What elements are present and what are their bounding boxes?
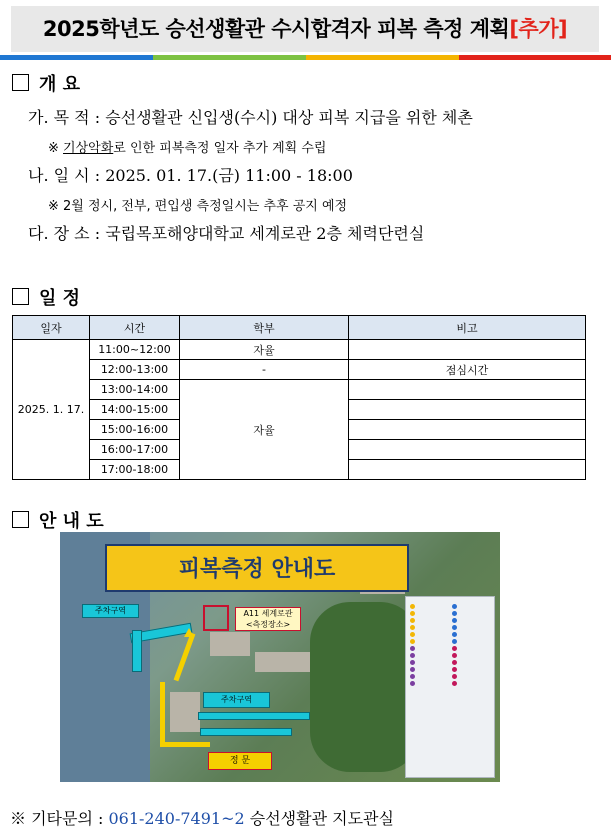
legend-dot [410,667,415,672]
legend-item [452,680,490,687]
checkbox-icon [12,74,29,91]
legend-item [452,617,490,624]
legend-item [410,610,448,617]
legend-dot [452,681,457,686]
table-row [13,360,586,380]
legend-dot [410,646,415,651]
table-header-row [13,316,586,340]
header-date: 일자 [13,316,90,340]
parking-zone-b [198,712,310,720]
legend-dot [452,653,457,658]
legend-dot [452,646,457,651]
legend-dot [452,632,457,637]
place-line: 다. 장 소 : 국립목포해양대학교 세계로관 2층 체력단련실 [28,224,425,243]
parking-zone-a [132,630,142,672]
remark-cell [349,460,586,480]
page-title: 2025학년도 승선생활관 수시합격자 피복 측정 계획[추가] [42,17,568,41]
dept-cell: 자율 [180,340,349,360]
legend-item [452,624,490,631]
legend-dot [410,625,415,630]
stripe-blue [0,55,153,60]
building-marker [203,605,229,631]
legend-item [410,631,448,638]
legend-dot [452,611,457,616]
map-building [170,692,200,732]
gate-label: 정 문 [208,752,272,770]
stripe-yellow [306,55,459,60]
guide-heading: 안 내 도 [12,507,104,533]
legend-dot [410,674,415,679]
stripe-green [153,55,306,60]
remark-cell [349,380,586,400]
legend-item [410,617,448,624]
footer-contact: ※ 기타문의 : 061-240-7491~2 승선생활관 지도관실 [10,809,394,828]
remark-cell [349,420,586,440]
legend-item [452,659,490,666]
campus-map [60,532,500,782]
legend-dot [410,660,415,665]
dept-cell: - [180,360,349,380]
legend-item [452,673,490,680]
checkbox-icon [12,511,29,528]
time-cell: 12:00-13:00 [90,360,180,380]
legend-dot [452,660,457,665]
route-arrow-icon [184,628,194,637]
legend-item [452,603,490,610]
time-cell: 11:00~12:00 [90,340,180,360]
legend-dot [410,653,415,658]
time-cell: 15:00-16:00 [90,420,180,440]
remark-cell [349,340,586,360]
legend-item [410,680,448,687]
map-building [255,652,310,672]
legend-item [452,645,490,652]
date-cell: 2025. 1. 17. [13,340,90,480]
legend-dot [452,618,457,623]
parking-label-b: 주차구역 [203,692,270,708]
map-title: 피복측정 안내도 [178,557,336,582]
legend-dot [410,618,415,623]
route-path [160,742,210,747]
legend-item [410,638,448,645]
legend-item [452,666,490,673]
legend-item [410,603,448,610]
schedule-heading: 일 정 [12,284,80,310]
legend-dot [410,632,415,637]
legend-column [410,603,448,687]
table-row [13,340,586,360]
map-legend [405,596,495,778]
datetime-line: 나. 일 시 : 2025. 01. 17.(금) 11:00 - 18:00 [28,166,353,185]
schedule-table [12,315,586,480]
legend-dot [452,667,457,672]
route-path [174,633,196,682]
legend-item [452,638,490,645]
purpose-note: ※ 기상악화로 인한 피복측정 일자 추가 계획 수립 [48,141,327,156]
dept-cell: 자율 [180,380,349,480]
parking-zone-b [200,728,292,736]
legend-column [452,603,490,687]
legend-item [410,652,448,659]
legend-dot [452,604,457,609]
route-path [160,682,165,742]
stripe-red [459,55,611,60]
legend-dot [410,611,415,616]
parking-label-a: 주차구역 [82,604,139,618]
time-cell: 13:00-14:00 [90,380,180,400]
map-hill [310,602,420,772]
table-row [13,380,586,400]
time-cell: 14:00-15:00 [90,400,180,420]
time-cell: 17:00-18:00 [90,460,180,480]
time-cell: 16:00-17:00 [90,440,180,460]
legend-dot [410,639,415,644]
legend-item [410,659,448,666]
legend-item [452,610,490,617]
legend-dot [452,674,457,679]
datetime-note: ※ 2월 정시, 전부, 편입생 측정일시는 추후 공지 예정 [48,199,348,214]
remark-cell [349,400,586,420]
legend-item [452,652,490,659]
building-label-line1: A11 세계로관 [243,609,293,618]
header-dept: 학부 [180,316,349,340]
phone-number[interactable]: 061-240-7491~2 [108,809,245,828]
legend-item [410,666,448,673]
legend-dot [452,625,457,630]
legend-item [410,673,448,680]
building-label [235,607,301,631]
legend-dot [410,604,415,609]
legend-dot [452,639,457,644]
building-label-line2: <측정장소> [245,620,291,629]
legend-item [410,624,448,631]
header-time: 시간 [90,316,180,340]
overview-heading: 개 요 [12,70,80,96]
title-highlight: [추가] [509,17,568,41]
remark-cell: 점심시간 [349,360,586,380]
legend-dot [410,681,415,686]
purpose-line: 가. 목 적 : 승선생활관 신입생(수시) 대상 피복 지급을 위한 체촌 [28,108,473,127]
checkbox-icon [12,288,29,305]
remark-cell [349,440,586,460]
map-building [210,632,250,656]
legend-item [452,631,490,638]
legend-item [410,645,448,652]
header-remark: 비고 [349,316,586,340]
